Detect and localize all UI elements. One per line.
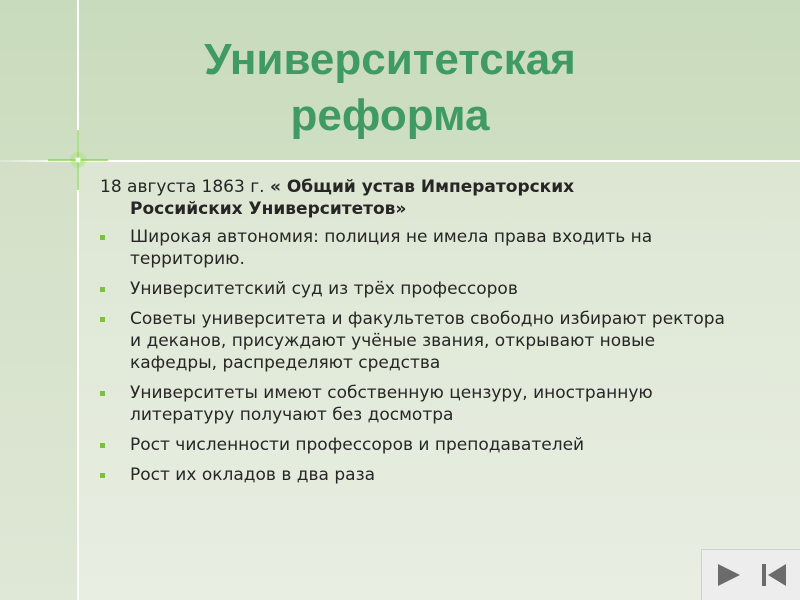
bullet-icon	[100, 317, 105, 322]
bullet-text: Советы университета и факультетов свободно избирают ректора и деканов, присуждают учёные звания, открывают новые кафедры, распределяют средства	[130, 309, 725, 373]
charter-title-line2: Российских Университетов»	[130, 199, 407, 219]
bullet-icon	[100, 443, 105, 448]
slide-title: Университетская реформа	[204, 35, 576, 140]
list-item	[100, 464, 740, 486]
bullet-text: Рост их окладов в два раза	[130, 465, 376, 485]
list-item	[100, 278, 740, 300]
bullet-text: Широкая автономия: полиция не имела права входить на территорию.	[130, 227, 653, 269]
next-slide-button[interactable]	[708, 555, 748, 595]
left-strip	[0, 160, 78, 600]
play-next-icon	[713, 560, 743, 590]
bullet-icon	[100, 473, 105, 478]
sparkle-icon	[48, 130, 108, 190]
bullet-text: Университеты имеют собственную цензуру, иностранную литературу получают без досмотра	[130, 383, 653, 425]
lead-paragraph	[100, 176, 740, 220]
skip-to-end-icon	[759, 560, 789, 590]
bullet-icon	[100, 235, 105, 240]
lead-date: 18 августа 1863 г.	[100, 177, 270, 197]
charter-title-line1: « Общий устав Императорских	[269, 177, 575, 197]
last-slide-button[interactable]	[754, 555, 794, 595]
bullet-icon	[100, 391, 105, 396]
list-item	[100, 434, 740, 456]
horizontal-divider	[0, 160, 800, 162]
list-item	[100, 308, 740, 374]
slide-navigation	[701, 549, 800, 600]
vertical-divider	[77, 0, 79, 600]
list-item	[100, 382, 740, 426]
slide-content	[100, 176, 740, 494]
bullet-text: Университетский суд из трёх профессоров	[130, 279, 518, 299]
bullet-list	[100, 226, 740, 486]
bullet-icon	[100, 287, 105, 292]
bullet-text: Рост численности профессоров и преподавателей	[130, 435, 585, 455]
list-item	[100, 226, 740, 270]
